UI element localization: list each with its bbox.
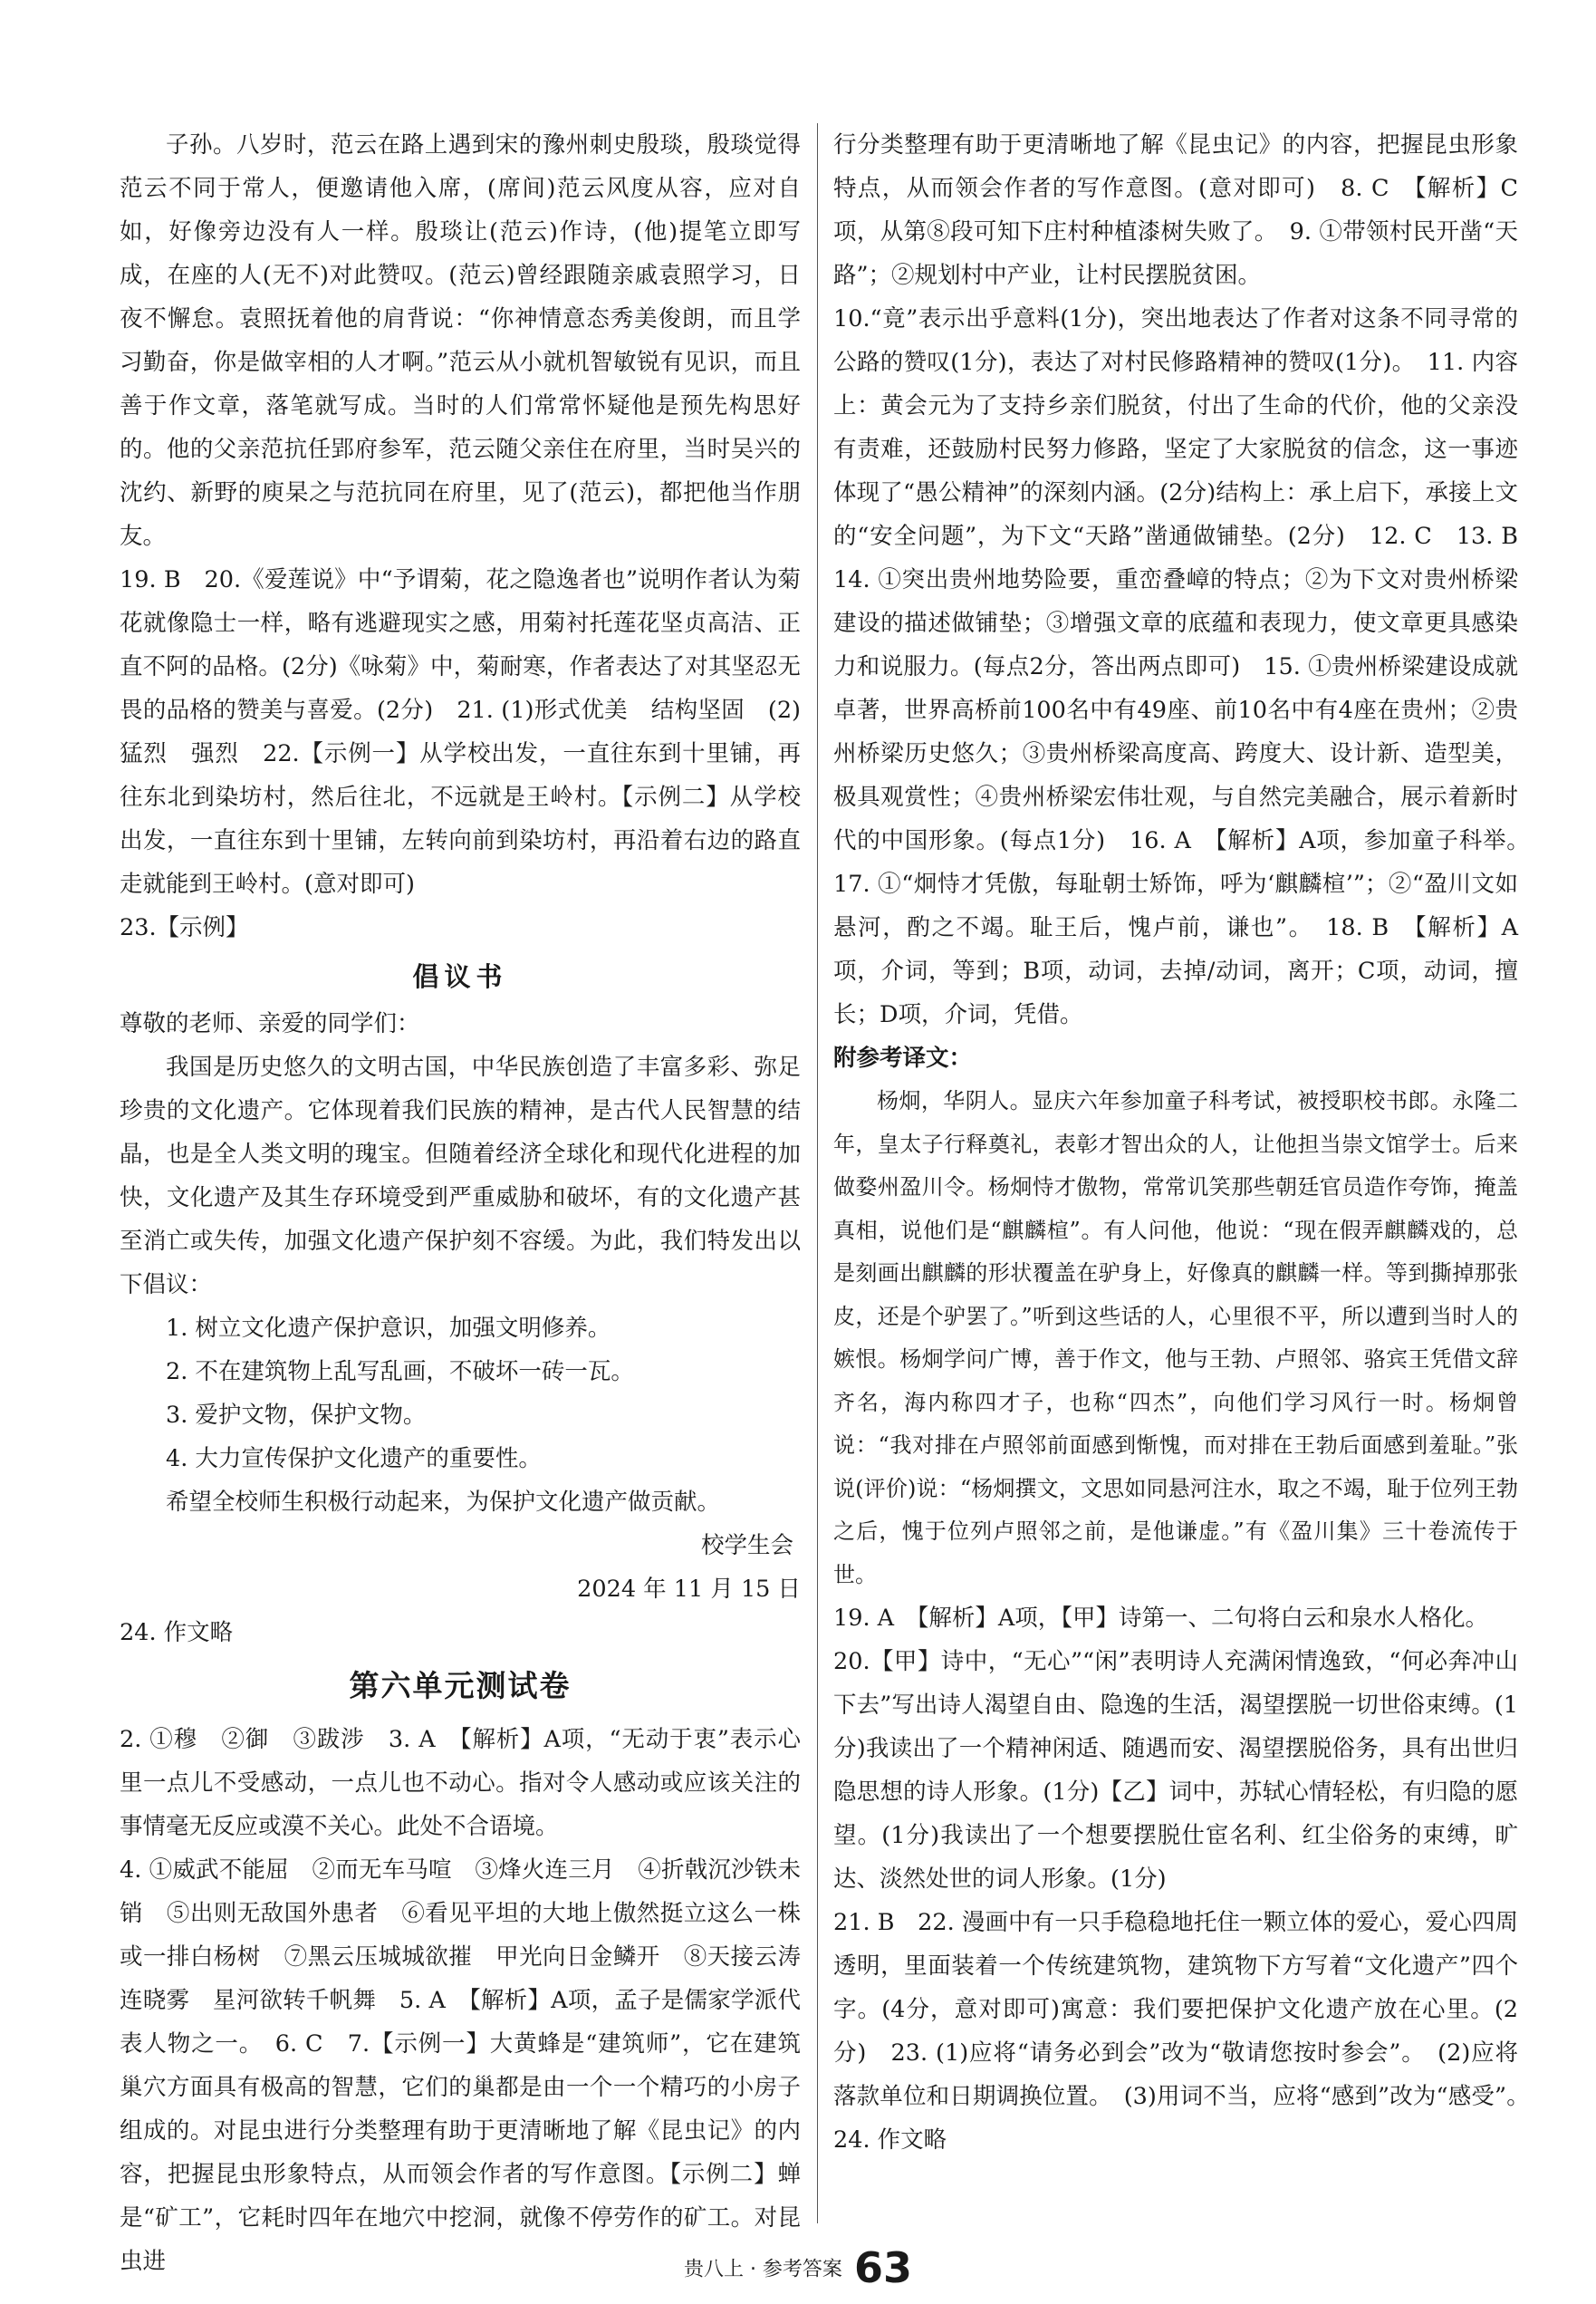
- proposal-item: 2. 不在建筑物上乱写乱画，不破坏一砖一瓦。: [166, 1358, 634, 1385]
- answer-20: 20.【甲】诗中，“无心”“闲”表明诗人充满闲情逸致，“何必奔冲山下去”写出诗人渴望自由、隐逸的生活，渴望摆脱一切世俗束缚。(1分)我读出了一个精神闲适、随遇而安、渴望摆脱俗务，具有出世归隐思想的诗人形象。(1分)【乙】词中，苏轼心情轻松，有归隐的愿望。(1分)我读出了一个想要摆脱仕宦名利、红尘俗务的束缚，旷达、淡然处世的词人形象。(1分): [833, 1648, 1518, 1893]
- proposal-item: 4. 大力宣传保护文化遗产的重要性。: [166, 1445, 542, 1472]
- proposal-item: 1. 树立文化遗产保护意识，加强文明修养。: [166, 1315, 611, 1342]
- answers-2-3: 2. ①穆 ②御 ③跋涉 3. A 【解析】A项，“无动于衷”表示心里一点儿不受感动，一点儿也不动心。指对令人感动或应该关注的事情毫无反应或漠不关心。此处不合语境。: [120, 1726, 801, 1840]
- left-column: [120, 123, 801, 2283]
- proposal-body: 我国是历史悠久的文明古国，中华民族创造了丰富多彩、弥足珍贵的文化遗产。它体现着我们民族的精神，是古代人民智慧的结晶，也是全人类文明的瑰宝。但随着经济全球化和现代化进程的加快，文化遗产及其生存环境受到严重威胁和破坏，有的文化遗产甚至消亡或失传，加强文化遗产保护刻不容缓。为此，我们特发出以下倡议：: [120, 1054, 801, 1298]
- answers-19-22: 19. B 20.《爱莲说》中“予谓菊，花之隐逸者也”说明作者认为菊花就像隐士一样，略有逃避现实之感，用菊衬托莲花坚贞高洁、正直不阿的品格。(2分)《咏菊》中，菊耐寒，作者表达了对其坚忍无畏的品格的赞美与喜爱。(2分) 21. (1)形式优美 结构坚固 (2)猛烈 强烈 22.【示例一】从学校出发，一直往东到十里铺，再往东北到染坊村，然后往北，不远就是王岭村。【示例二】从学校出发，一直往东到十里铺，左转向前到染坊村，再沿着右边的路直走就能到王岭村。(意对即可): [120, 566, 801, 898]
- page-footer: [0, 2243, 1596, 2292]
- proposal-closing: 希望全校师生积极行动起来，为保护文化遗产做贡献。: [166, 1489, 721, 1516]
- answer-24: 24. 作文略: [120, 1619, 234, 1646]
- footer-label: 贵八上 · 参考答案: [683, 2258, 842, 2281]
- translation-label: 附参考译文：: [833, 1045, 973, 1072]
- page-number: 63: [854, 2243, 913, 2292]
- right-column: [833, 123, 1542, 2162]
- section-title: 第六单元测试卷: [349, 1668, 572, 1703]
- reference-translation: 杨炯，华阴人。显庆六年参加童子科考试，被授职校书郎。永隆二年，皇太子行释奠礼，表彰才智出众的人，让他担当崇文馆学士。后来做婺州盈川令。杨炯恃才傲物，常常讥笑那些朝廷官员造作夸饰，掩盖真相，说他们是“麒麟楦”。有人问他，他说：“现在假弄麒麟戏的，总是刻画出麒麟的形状覆盖在驴身上，好像真的麒麟一样。等到撕掉那张皮，还是个驴罢了。”听到这些话的人，心里很不平，所以遭到当时人的嫉恨。杨炯学问广博，善于作文，他与王勃、卢照邻、骆宾王凭借文辞齐名，海内称四才子，也称“四杰”，向他们学习风行一时。杨炯曾说：“我对排在卢照邻前面感到惭愧，而对排在王勃后面感到羞耻。”张说(评价)说：“杨炯撰文，文思如同悬河注水，取之不竭，耻于位列王勃之后，愧于位列卢照邻之前，是他谦虚。”有《盈川集》三十卷流传于世。: [833, 1088, 1518, 1587]
- answers-10-18: 10.“竟”表示出乎意料(1分)，突出地表达了作者对这条不同寻常的公路的赞叹(1分)，表达了对村民修路精神的赞叹(1分)。 11. 内容上：黄会元为了支持乡亲们脱贫，付出了生命的代价，他的父亲没有责难，还鼓励村民努力修路，坚定了大家脱贫的信念，这一事迹体现了“愚公精神”的深刻内涵。(2分)结构上：承上启下，承接上文的“安全问题”，为下文“天路”凿通做铺垫。(2分) 12. C 13. B 14. ①突出贵州地势险要，重峦叠嶂的特点；②为下文对贵州桥梁建设的描述做铺垫；③增强文章的底蕴和表现力，使文章更具感染力和说服力。(每点2分，答出两点即可) 15. ①贵州桥梁建设成就卓著，世界高桥前100名中有49座、前10名中有4座在贵州；②贵州桥梁历史悠久；③贵州桥梁高度高、跨度大、设计新、造型美，极具观赏性；④贵州桥梁宏伟壮观，与自然完美融合，展示着新时代的中国形象。(每点1分) 16. A 【解析】A项，参加童子科举。 17. ①“炯恃才凭傲，每耻朝士矫饰，呼为‘麒麟楦’”；②“盈川文如悬河，酌之不竭。耻王后，愧卢前，谦也”。 18. B 【解析】A项，介词，等到；B项，动词，去掉/动词，离开；C项，动词，擅长；D项，介词，凭借。: [833, 305, 1542, 1028]
- question-23-label: 23.【示例】: [120, 914, 249, 941]
- translation-continuation: 子孙。八岁时，范云在路上遇到宋的豫州刺史殷琰，殷琰觉得范云不同于常人，便邀请他入席，(席间)范云风度从容，应对自如，好像旁边没有人一样。殷琰让(范云)作诗，(他)提笔立即写成，在座的人(无不)对此赞叹。(范云)曾经跟随亲戚袁照学习，日夜不懈怠。袁照抚着他的肩背说：“你神情意态秀美俊朗，而且学习勤奋，你是做宰相的人才啊。”范云从小就机智敏锐有见识，而且善于作文章，落笔就写成。当时的人们常常怀疑他是预先构思好的。他的父亲范抗任郢府参军，范云随父亲住在府里，当时吴兴的沈约、新野的庾杲之与范抗同在府里，见了(范云)，都把他当作朋友。: [120, 131, 801, 550]
- proposal-title: 倡议书: [412, 961, 508, 992]
- answers-4-7: 4. ①威武不能屈 ②而无车马喧 ③烽火连三月 ④折戟沉沙铁未销 ⑤出则无敌国外患者 ⑥看见平坦的大地上傲然挺立这么一株或一排白杨树 ⑦黑云压城城欲摧 甲光向日金鳞开 ⑧天接云涛连晓雾 星河欲转千帆舞 5. A 【解析】A项，孟子是儒家学派代表人物之一。 6. C 7.【示例一】大黄蜂是“建筑师”，它在建筑巢穴方面具有极高的智慧，它们的巢都是由一个一个精巧的小房子组成的。对昆虫进行分类整理有助于更清晰地了解《昆虫记》的内容，把握昆虫形象特点，从而领会作者的写作意图。【示例二】蝉是“矿工”，它耗时四年在地穴中挖洞，就像不停劳作的矿工。对昆虫进: [120, 1856, 801, 2275]
- answer-19: 19. A 【解析】A项，【甲】诗第一、二句将白云和泉水人格化。: [833, 1605, 1488, 1632]
- proposal-signature: 校学生会: [700, 1532, 793, 1559]
- column-divider: [817, 123, 818, 2223]
- answers-7-9: 行分类整理有助于更清晰地了解《昆虫记》的内容，把握昆虫形象特点，从而领会作者的写作意图。(意对即可) 8. C 【解析】C项，从第⑧段可知下庄村种植漆树失败了。 9. ①带领村民开凿“天路”；②规划村中产业，让村民摆脱贫困。: [833, 131, 1518, 289]
- answers-21-24: 21. B 22. 漫画中有一只手稳稳地托住一颗立体的爱心，爱心四周透明，里面装着一个传统建筑物，建筑物下方写着“文化遗产”四个字。(4分，意对即可)寓意：我们要把保护文化遗产放在心里。(2分) 23. (1)应将“请务必到会”改为“敬请您按时参会”。 (2)应将落款单位和日期调换位置。 (3)用词不当，应将“感到”改为“感受”。 24. 作文略: [833, 1909, 1542, 2154]
- proposal-item: 3. 爱护文物，保护文物。: [166, 1402, 427, 1429]
- proposal-greeting: 尊敬的老师、亲爱的同学们：: [120, 1010, 420, 1037]
- proposal-date: 2024 年 11 月 15 日: [577, 1576, 801, 1603]
